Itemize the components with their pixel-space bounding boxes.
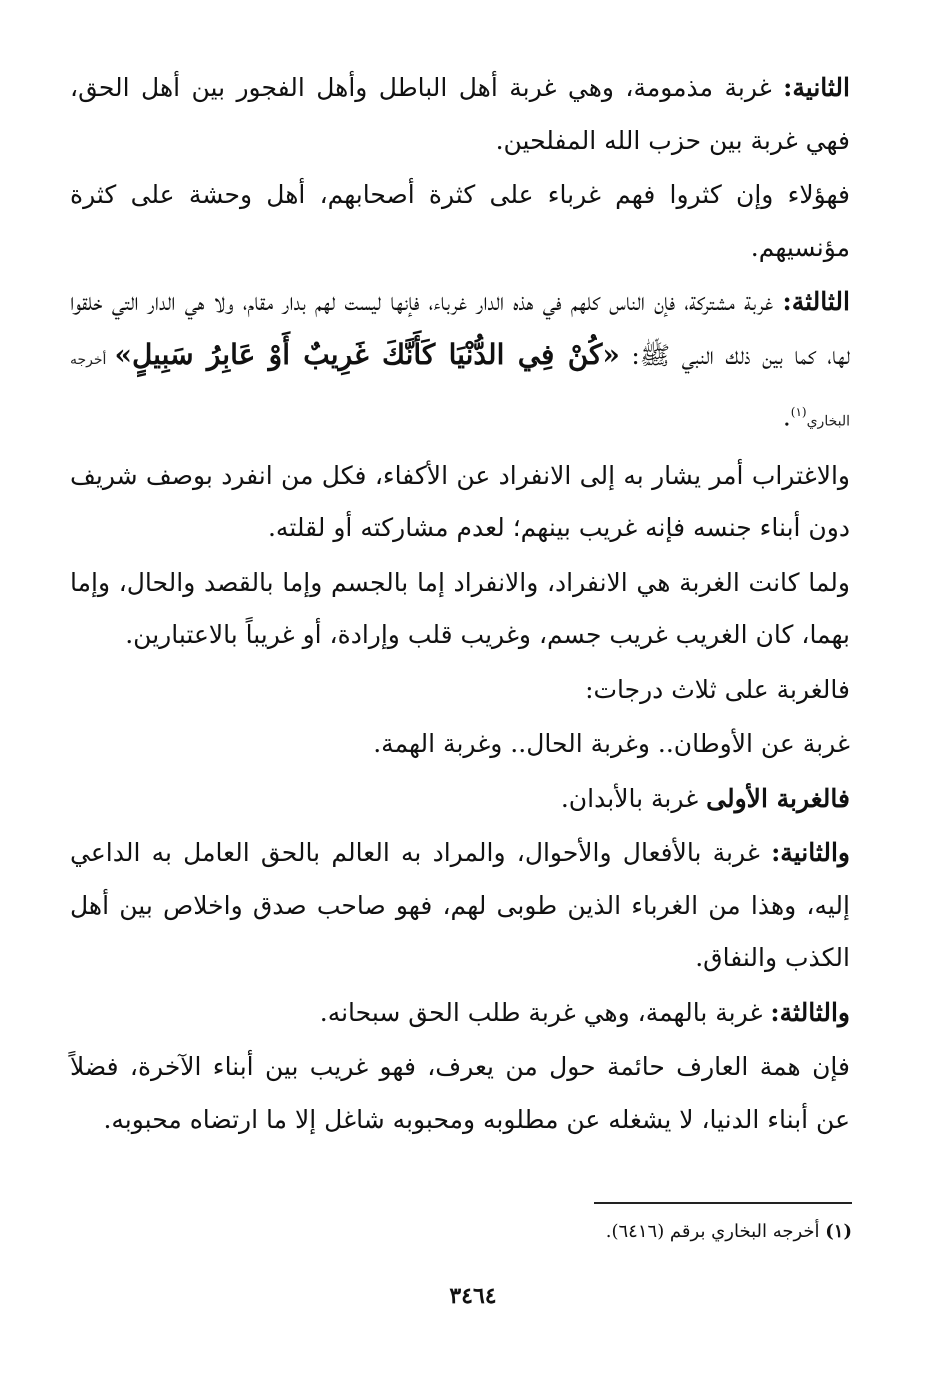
paragraph-lead: والثالثة: bbox=[770, 997, 850, 1027]
paragraph-third-degree bbox=[70, 987, 850, 1040]
paragraph-second-estrangement bbox=[70, 62, 850, 167]
main-text bbox=[70, 62, 850, 1148]
paragraph-degrees-list bbox=[70, 718, 850, 771]
paragraph-text: فالغربة على ثلاث درجات: bbox=[585, 674, 850, 704]
footnote-reference: (١) bbox=[790, 405, 807, 419]
paragraph-isolation bbox=[70, 557, 850, 662]
footnote-divider bbox=[594, 1202, 852, 1204]
paragraph-many-companions bbox=[70, 169, 850, 274]
paragraph-lead: الثالثة: bbox=[782, 287, 850, 316]
paragraph-text: غربة عن الأوطان.. وغربة الحال.. وغربة الهمة. bbox=[373, 729, 850, 759]
paragraph-text: فإن همة العارف حائمة حول من يعرف، فهو غريب بين أبناء الآخرة، فضلاً عن أبناء الدنيا، لا يشغله عن مطلوبه ومحبوبه شاغل إلا ما ارتضاه محبوبه. bbox=[70, 1052, 850, 1134]
paragraph-three-degrees bbox=[70, 664, 850, 717]
paragraph-text: والاغتراب أمر يشار به إلى الانفراد عن الأكفاء، فكل من انفرد بوصف شريف دون أبناء جنسه فإنه غريب بينهم؛ لعدم مشاركته أو لقلته. bbox=[70, 460, 850, 543]
paragraph-definition bbox=[70, 450, 850, 555]
paragraph-third-estrangement bbox=[70, 276, 850, 448]
paragraph-text: ولما كانت الغربة هي الانفراد، والانفراد إما بالجسم وإما بالقصد والحال، وإما بهما، كان الغريب غريب جسم، وغريب قلب وإرادة، أو غريباً بالاعتبارين. bbox=[70, 567, 850, 650]
hadith-quote: «كُنْ فِي الدُّنْيَا كَأَنَّكَ غَرِيبٌ أَوْ عَابِرُ سَبِيلٍ» bbox=[114, 337, 620, 371]
paragraph-aspiration bbox=[70, 1041, 850, 1146]
paragraph-text: غربة مذمومة، وهي غربة أهل الباطل وأهل الفجور بين أهل الحق، فهي غربة بين حزب الله المفلحين. bbox=[70, 73, 850, 155]
paragraph-text: غربة مشتركة، فإن الناس كلهم في هذه الدار غرباء، فإنها ليست لهم بدار مقام، ولا هي الدار التي خلقوا لها، كما بين ذلك النبي ﷺ: bbox=[70, 287, 850, 370]
paragraph-second-degree bbox=[70, 827, 850, 985]
paragraph-first-degree bbox=[70, 773, 850, 826]
footnote-number: (١) bbox=[825, 1221, 852, 1242]
footnote bbox=[606, 1221, 852, 1242]
footnote-text: أخرجه البخاري برقم (٦٤١٦). bbox=[605, 1221, 826, 1242]
page-number: ٣٤٦٤ bbox=[449, 1283, 497, 1309]
paragraph-text: فهؤلاء وإن كثروا فهم غرباء على كثرة أصحابهم، أهل وحشة على كثرة مؤنسيهم. bbox=[70, 180, 850, 262]
paragraph-lead: والثانية: bbox=[771, 838, 850, 868]
hadith-citation: أخرجه البخاري bbox=[70, 351, 850, 430]
paragraph-text: غربة بالأفعال والأحوال، والمراد به العالم بالحق العامل به الداعي إليه، وهذا من الغرباء الذين طوبى لهم، فهو صاحب صدق واخلاص بين أهل الكذب والنفاق. bbox=[70, 838, 850, 973]
paragraph-lead: الثانية: bbox=[783, 73, 850, 102]
paragraph-lead: فالغربة الأولى bbox=[706, 783, 850, 813]
paragraph-text: غربة بالأبدان. bbox=[560, 783, 707, 813]
hadith-end: . bbox=[782, 402, 791, 432]
paragraph-text: غربة بالهمة، وهي غربة طلب الحق سبحانه. bbox=[319, 997, 771, 1027]
